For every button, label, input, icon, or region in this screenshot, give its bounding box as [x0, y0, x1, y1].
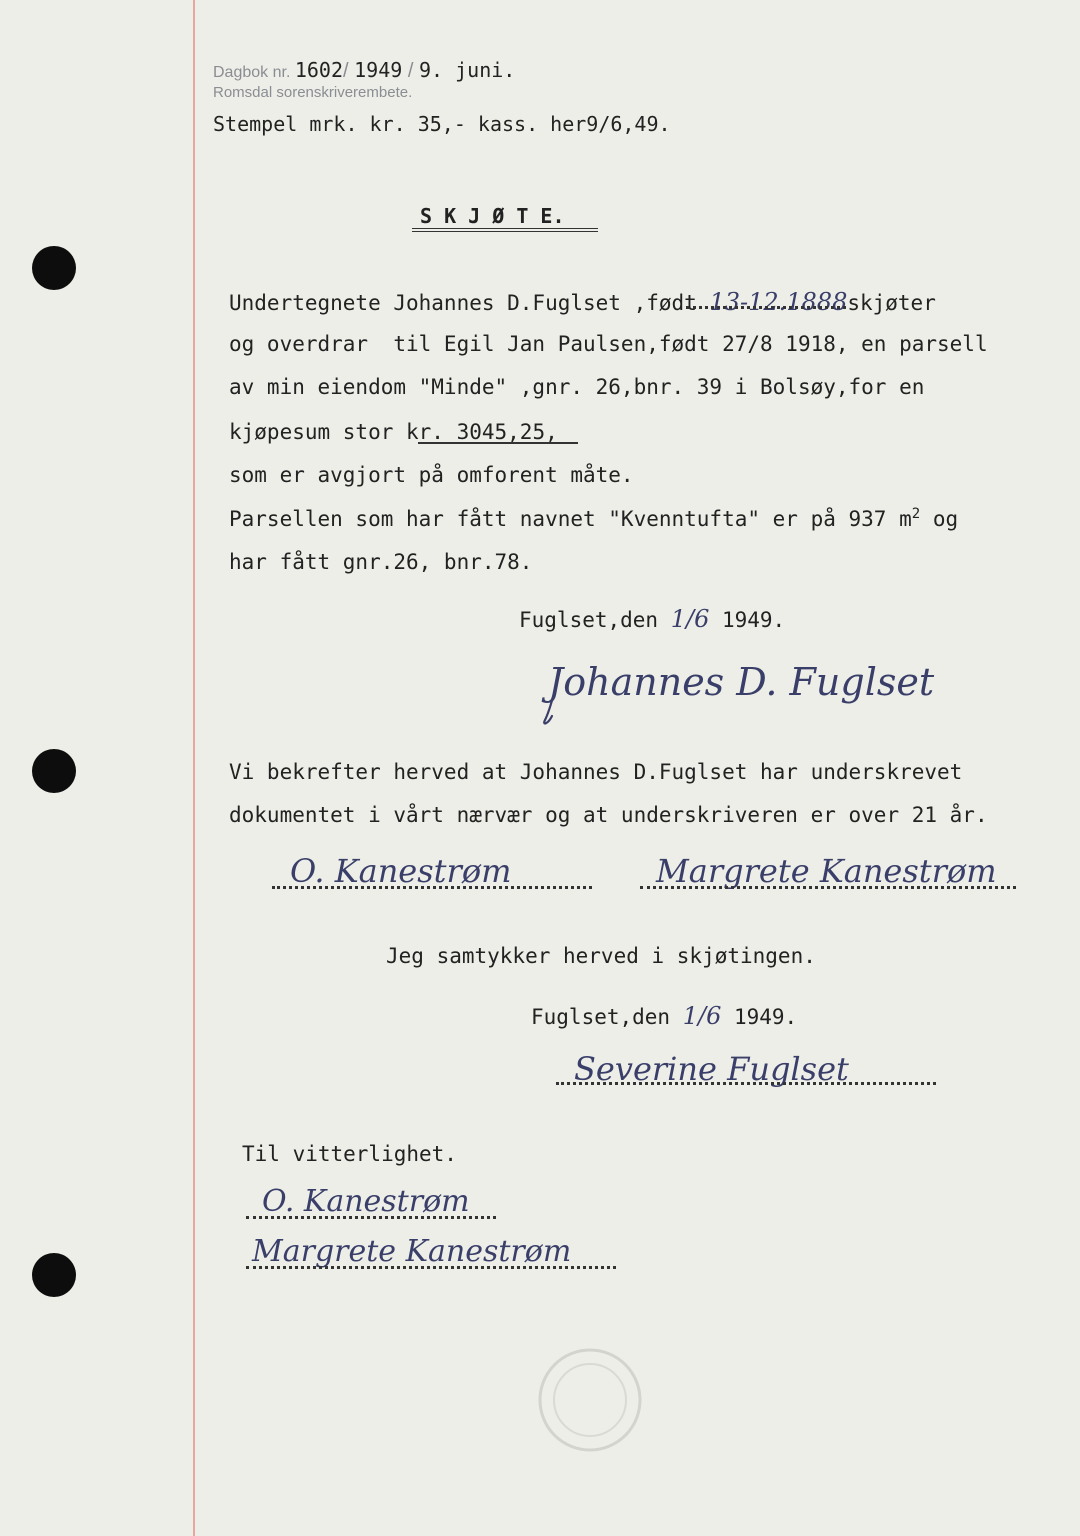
punch-hole-middle	[32, 749, 76, 793]
consent-line: Jeg samtykker herved i skjøtingen.	[386, 944, 816, 968]
stamp-duty-line: Stempel mrk. kr. 35,- kass. her9/6,49.	[213, 112, 671, 136]
document-title: S K J Ø T E.	[420, 204, 565, 228]
consent-signature: Severine Fuglset	[574, 1050, 849, 1088]
office-stamp: Romsdal sorenskriverembete.	[213, 84, 413, 101]
body-line-6-suffix: og	[920, 507, 959, 531]
place-date-2-year: 1949.	[721, 1005, 798, 1029]
area-superscript: 2	[911, 506, 921, 522]
title-underline	[412, 228, 598, 232]
birth-date-handwritten: 13-12.1888	[709, 288, 848, 316]
body-line-4-suffix: ,	[545, 420, 558, 444]
body-line-1-suffix: skjøter	[847, 291, 936, 315]
margin-line	[193, 0, 195, 1536]
vitterlighet-dotline-1	[246, 1216, 496, 1219]
body-line-4	[229, 420, 558, 444]
punch-hole-bottom	[32, 1253, 76, 1297]
birth-date-dotline	[686, 306, 846, 309]
place-date-1-year: 1949.	[709, 608, 786, 632]
place-date-1	[519, 605, 785, 633]
confirmation-line-2: dokumentet i vårt nærvær og at underskriveren er over 21 år.	[229, 803, 988, 827]
punch-hole-top	[32, 246, 76, 290]
vitterlighet-signature-2: Margrete Kanestrøm	[252, 1234, 572, 1269]
body-line-1	[229, 288, 936, 316]
place-date-2-handwritten: 1/6	[682, 1002, 722, 1030]
amount-underline	[418, 442, 578, 444]
body-line-7: har fått gnr.26, bnr.78.	[229, 550, 533, 574]
vitterlighet-dotline-2	[246, 1266, 616, 1269]
body-line-2: og overdrar til Egil Jan Paulsen,født 27/8 1918, en parsell	[229, 332, 988, 356]
seller-signature: Johannes D. Fuglset	[548, 660, 935, 704]
witness-dotline-2	[640, 886, 1016, 889]
body-line-3: av min eiendom "Minde" ,gnr. 26,bnr. 39 i Bolsøy,for en	[229, 375, 925, 399]
dagbok-number: 1602	[294, 58, 344, 82]
dagbok-stamp: Dagbok nr. 1602/ 1949 / 9. juni.	[213, 58, 516, 82]
dagbok-prefix: Dagbok nr.	[213, 64, 291, 81]
place-date-1-prefix: Fuglset,den	[519, 608, 671, 632]
place-date-1-handwritten: 1/6	[670, 605, 710, 633]
faint-seal	[530, 1340, 650, 1460]
dagbok-date: 9. juni.	[418, 58, 516, 82]
confirmation-line-1: Vi bekrefter herved at Johannes D.Fuglset har underskrevet	[229, 760, 963, 784]
consent-dotline	[556, 1082, 936, 1085]
vitterlighet-label: Til vitterlighet.	[242, 1142, 457, 1166]
place-date-2	[531, 1002, 797, 1030]
purchase-amount: 3045,25	[456, 420, 546, 444]
body-line-4-prefix: kjøpesum stor kr.	[229, 420, 444, 444]
body-line-5: som er avgjort på omforent måte.	[229, 463, 634, 487]
witness-signature-2: Margrete Kanestrøm	[656, 852, 997, 890]
witness-dotline-1	[272, 886, 592, 889]
body-line-6-prefix: Parsellen som har fått navnet "Kvenntufta" er på 937 m	[229, 507, 912, 531]
witness-signature-1: O. Kanestrøm	[290, 852, 512, 890]
dagbok-year: 1949	[354, 58, 403, 82]
body-line-1-prefix: Undertegnete Johannes D.Fuglset ,født	[229, 291, 710, 315]
body-line-6	[229, 506, 958, 531]
seller-signature-stroke	[540, 640, 940, 740]
vitterlighet-signature-1: O. Kanestrøm	[262, 1184, 470, 1219]
place-date-2-prefix: Fuglset,den	[531, 1005, 683, 1029]
